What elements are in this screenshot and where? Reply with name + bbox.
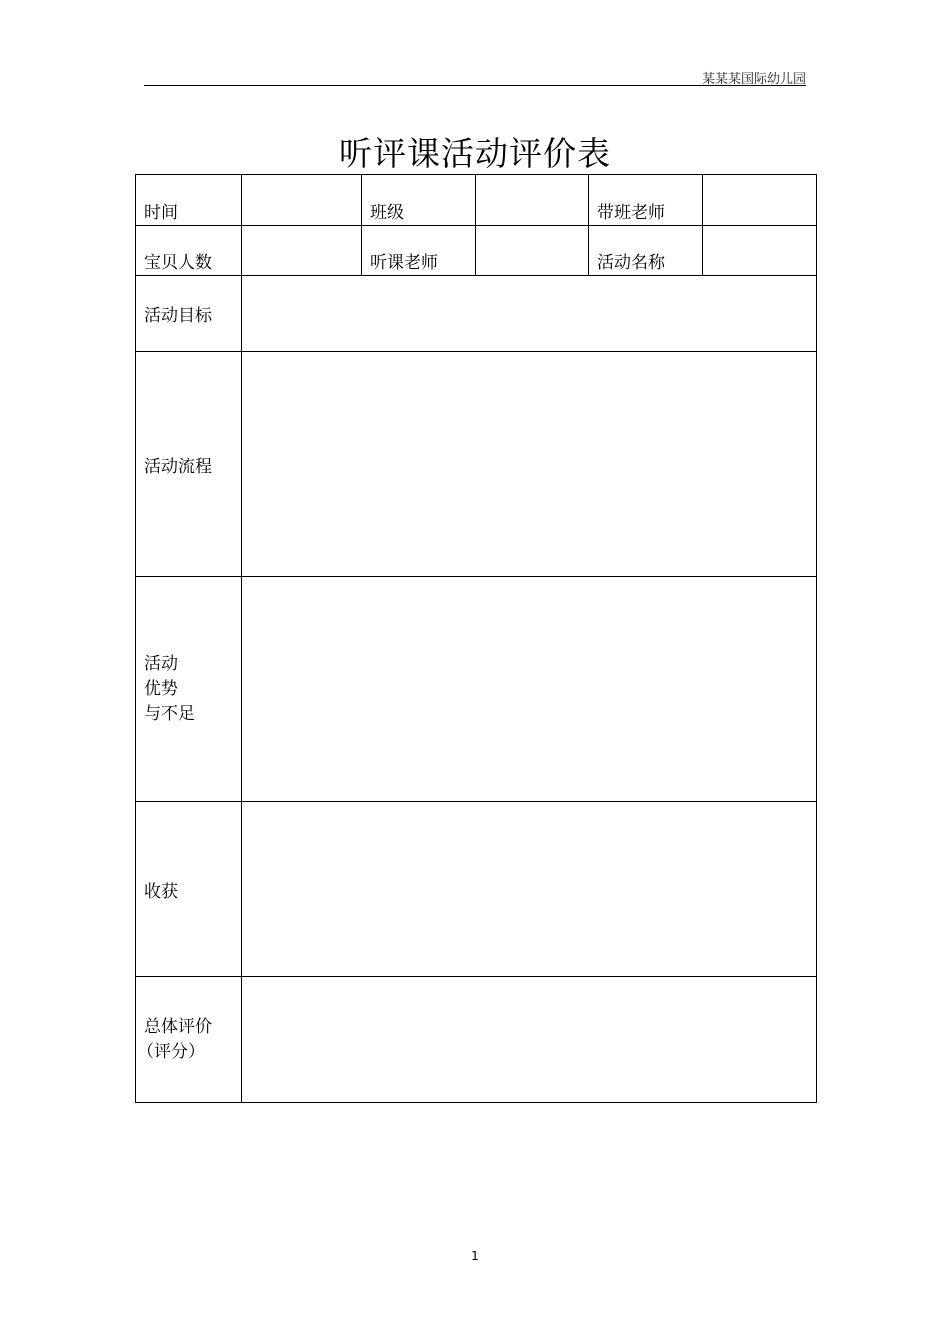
gains-label: 收获: [136, 802, 242, 977]
overall-evaluation-label: [136, 977, 242, 1103]
lead-teacher-value-cell[interactable]: [703, 175, 817, 226]
children-count-label: 宝贝人数: [136, 226, 242, 276]
class-value-cell[interactable]: [476, 175, 589, 226]
form-row-gains: [136, 802, 817, 977]
form-row-strengths: [136, 577, 817, 802]
form-row-time: [136, 175, 817, 226]
class-label: 班级: [362, 175, 476, 226]
strengths-weaknesses-label: [136, 577, 242, 802]
children-count-value-cell[interactable]: [242, 226, 362, 276]
activity-name-label: 活动名称: [589, 226, 703, 276]
observer-teacher-value-cell[interactable]: [476, 226, 589, 276]
gains-value-cell[interactable]: [242, 802, 817, 977]
observer-teacher-label: 听课老师: [362, 226, 476, 276]
header-rule: [144, 85, 806, 86]
form-row-children: [136, 226, 817, 276]
overall-label-line-2: （评分）: [137, 1041, 205, 1062]
overall-label-line-1: 总体评价: [144, 1016, 212, 1037]
evaluation-form-table: [135, 174, 817, 1103]
strengths-label-line-1: 活动: [144, 653, 178, 674]
activity-goal-label: 活动目标: [136, 276, 242, 352]
strengths-label-line-2: 优势: [144, 678, 178, 699]
time-value-cell[interactable]: [242, 175, 362, 226]
strengths-weaknesses-value-cell[interactable]: [242, 577, 817, 802]
activity-name-value-cell[interactable]: [703, 226, 817, 276]
form-row-goal: [136, 276, 817, 352]
time-label: 时间: [136, 175, 242, 226]
page-title: 听评课活动评价表: [339, 134, 611, 173]
activity-process-label: 活动流程: [136, 352, 242, 577]
overall-evaluation-value-cell[interactable]: [242, 977, 817, 1103]
strengths-label-line-3: 与不足: [144, 703, 195, 724]
header-org-name: 某某某国际幼儿园: [701, 72, 806, 87]
form-row-process: [136, 352, 817, 577]
activity-process-value-cell[interactable]: [242, 352, 817, 577]
lead-teacher-label: 带班老师: [589, 175, 703, 226]
activity-goal-value-cell[interactable]: [242, 276, 817, 352]
page-number: 1: [471, 1249, 479, 1263]
form-row-overall: [136, 977, 817, 1103]
